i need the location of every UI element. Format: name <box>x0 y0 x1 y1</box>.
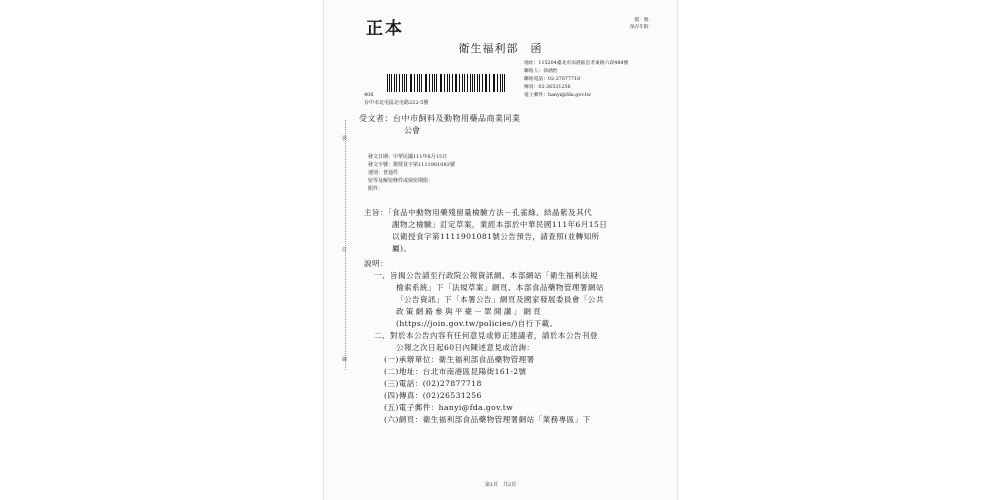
barcode-bar <box>394 74 395 92</box>
barcode-bar <box>426 74 427 92</box>
subject-line: 謝物之檢驗」訂定草案，業經本部於中華民國111年6月15日 <box>392 220 608 229</box>
subject-line: 主旨：「食品中動物用藥殘留量檢驗方法－孔雀綠、結晶紫及其代 <box>364 208 593 217</box>
barcode-bar <box>441 74 442 92</box>
explanation-label: 說明： <box>364 259 388 268</box>
file-number-label: 檔 號： <box>634 18 653 23</box>
contact-phone: 聯絡電話：02-27877718 <box>524 77 581 82</box>
page-number: 第1頁 共2頁 <box>484 482 517 488</box>
barcode-bar <box>402 74 403 92</box>
barcode-bar <box>387 74 388 92</box>
binding-mark: 線 <box>342 357 348 363</box>
explanation-line: 公報之次日起60日內陳述意見或洽詢： <box>396 343 535 352</box>
barcode-bar <box>417 74 418 92</box>
explanation-line: 檢索系統」下「法規草案」網頁、本部食品藥物管理署網站 <box>396 283 604 292</box>
attachments: 附件： <box>368 186 384 192</box>
barcode-bar <box>447 74 448 92</box>
binding-mark: 訂 <box>342 247 348 253</box>
contact-email: 電子郵件：hanyi@fda.gov.tw <box>524 93 591 98</box>
binding-mark: 裝 <box>342 136 348 142</box>
original-copy-stamp: 正本 <box>366 19 404 39</box>
retention-period-label: 保存年限： <box>630 25 653 30</box>
barcode-bar <box>479 74 480 92</box>
binding-line <box>345 120 346 370</box>
contact-item: (一)承辦單位：衛生福利部食品藥物管理署 <box>384 355 535 364</box>
barcode-bar <box>477 74 478 92</box>
contact-item: (五)電子郵件：hanyi@fda.gov.tw <box>384 403 514 412</box>
contact-item: (四)傳真：(02)26531256 <box>384 391 482 400</box>
mail-barcode <box>387 74 507 92</box>
barcode-bar <box>425 74 426 92</box>
barcode-bar <box>494 74 495 92</box>
explanation-url: (https://join.gov.tw/policies/)自行下載。 <box>396 319 558 328</box>
barcode-bar <box>411 74 412 92</box>
contact-fax: 傳真：02-26531256 <box>524 85 571 90</box>
explanation-line: 政策網路參與平臺－眾開講」網頁 <box>396 307 543 316</box>
barcode-bar <box>434 74 435 92</box>
issue-date: 發文日期：中華民國111年6月15日 <box>368 154 448 160</box>
explanation-line: 「公告資訊」下「本署公告」網頁及國家發展委員會「公共 <box>396 295 604 304</box>
subject-line: 以衛授食字第1111901081號公告預告，請查照(並轉知所 <box>392 232 600 241</box>
mail-address: 台中市北屯區北屯路222-5號 <box>364 100 429 106</box>
delivery-speed: 速別：普通件 <box>368 170 399 176</box>
barcode-bar <box>449 74 450 92</box>
barcode-bar <box>470 74 471 92</box>
barcode-bar <box>500 74 501 92</box>
barcode-bar <box>456 74 457 92</box>
document-page <box>323 0 678 500</box>
confidentiality: 密等及解密條件或保密期限： <box>368 178 434 184</box>
postal-code: 406 <box>364 92 374 98</box>
barcode-bar <box>399 74 400 92</box>
subject-line: 屬)。 <box>392 244 412 253</box>
agency-title: 衛生福利部 函 <box>458 42 543 55</box>
contact-item: (六)網頁：衛生福利部食品藥物管理署網站「業務專區」下 <box>384 415 591 424</box>
explanation-line: 一、旨揭公告請至行政院公報資訊網、本部網站「衛生福利法規 <box>374 271 598 280</box>
recipient-line-continued: 公會 <box>404 126 420 135</box>
document-number: 發文字號：衛授食字第1111901083號 <box>368 162 455 168</box>
contact-address: 地址：115204臺北市南港區忠孝東路六段488號 <box>524 61 629 66</box>
contact-item: (二)地址：台北市南港區昆陽街161-2號 <box>384 367 527 376</box>
contact-person: 聯絡人：徐涵怡 <box>524 69 558 74</box>
contact-item: (三)電話：(02)27877718 <box>384 379 482 388</box>
barcode-bar <box>486 74 487 92</box>
barcode-bar <box>464 74 465 92</box>
explanation-line: 二、對於本公告內容有任何意見或修正建議者，請於本公告刊登 <box>374 331 598 340</box>
recipient-line: 受文者：台中市飼料及動物用藥品商業同業 <box>359 114 521 123</box>
